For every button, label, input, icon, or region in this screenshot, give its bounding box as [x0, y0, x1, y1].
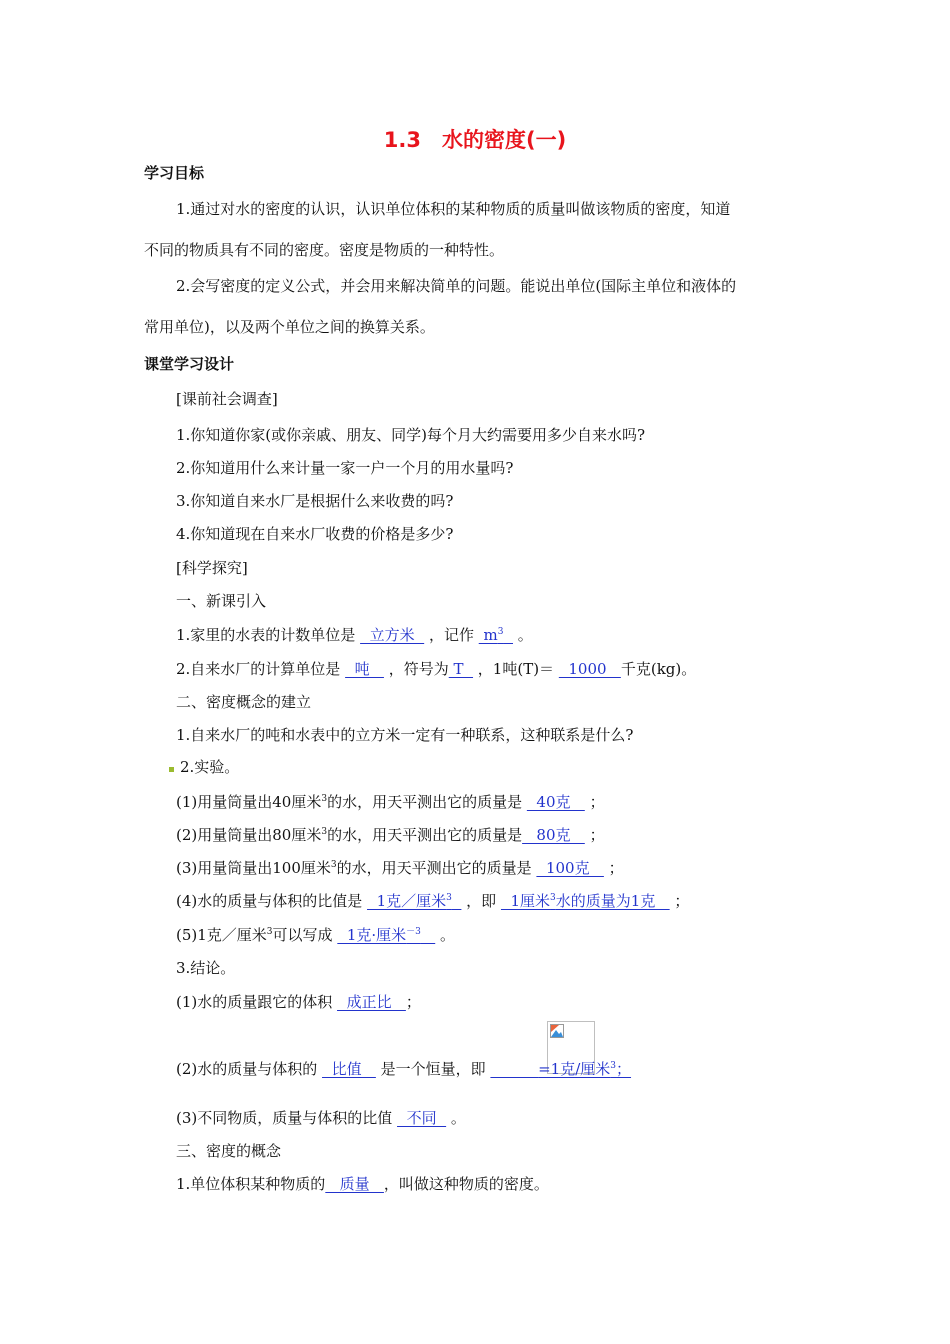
survey-question-4: 4.你知道现在自来水厂收费的价格是多少?: [176, 525, 454, 543]
conclusion-2: (2)水的质量与体积的 比值 是一个恒量，即 =1克/厘米$^3$；: [176, 1060, 632, 1078]
answer-unit-form: 1克·厘米$^{-3}$: [337, 926, 421, 944]
broken-image-icon: [550, 1024, 564, 1038]
relation-question: 1.自来水厂的吨和水表中的立方米一定有一种联系，这种联系是什么?: [176, 726, 634, 744]
experiment-1: (1)用量筒量出40厘米$^3$的水，用天平测出它的质量是 40克 ；: [176, 793, 605, 811]
answer-80g: 80克: [522, 826, 585, 844]
answer-proportional: 成正比: [337, 993, 406, 1011]
conclusion-3: (3)不同物质，质量与体积的比值 不同 。: [176, 1109, 466, 1127]
experiment-4: (4)水的质量与体积的比值是 1克／厘米$^3$ ，即 1厘米$^3$水的质量为1克 ；: [176, 892, 690, 910]
answer-1000: 1000: [558, 660, 621, 678]
paragraph-marker: [169, 767, 174, 772]
goal-2-line-2: 常用单位)，以及两个单位之间的换算关系。: [144, 318, 435, 336]
goal-1-line-2: 不同的物质具有不同的密度。密度是物质的一种特性。: [144, 241, 505, 259]
goals-heading: 学习目标: [144, 164, 205, 182]
experiment-5: (5)1克／厘米$^3$可以写成 1克·厘米$^{-3}$ 。: [176, 926, 455, 944]
part-1-heading: 一、新课引入: [176, 592, 267, 610]
survey-question-1: 1.你知道你家(或你亲戚、朋友、同学)每个月大约需要用多少自来水吗?: [176, 426, 646, 444]
survey-label: [课前社会调查]: [176, 390, 278, 408]
answer-cubic-meter: 立方米: [360, 626, 425, 644]
part-3-heading: 三、密度的概念: [176, 1142, 282, 1160]
experiment-2: (2)用量筒量出80厘米$^3$的水，用天平测出它的质量是 80克 ；: [176, 826, 605, 844]
answer-ratio-term: 比值: [322, 1060, 376, 1078]
survey-question-2: 2.你知道用什么来计量一家一户一个月的用水量吗?: [176, 459, 514, 477]
answer-mass: 质量: [325, 1175, 384, 1193]
design-heading: 课堂学习设计: [144, 355, 235, 373]
answer-symbol-t: T: [448, 660, 474, 678]
answer-ratio: 1克／厘米$^3$: [367, 892, 452, 910]
survey-question-3: 3.你知道自来水厂是根据什么来收费的吗?: [176, 492, 454, 510]
conclusion-label: 3.结论。: [176, 959, 236, 977]
page-title: 1.3 水的密度(一): [383, 128, 567, 152]
experiment-3: (3)用量筒量出100厘米$^3$的水，用天平测出它的质量是 100克 ；: [176, 859, 624, 877]
answer-m3: $m^3$: [478, 626, 504, 644]
part-2-heading: 二、密度概念的建立: [176, 693, 312, 711]
answer-different: 不同: [397, 1109, 447, 1127]
meter-unit-line: 1.家里的水表的计数单位是 立方米 ，记作 $m^3$ 。: [176, 626, 533, 644]
answer-40g: 40克: [526, 793, 585, 811]
explore-label: [科学探究]: [176, 559, 248, 577]
answer-meaning: 1厘米$^3$水的质量为1克: [500, 892, 670, 910]
answer-ton: 吨: [345, 660, 384, 678]
answer-100g: 100克: [536, 859, 604, 877]
answer-formula: =1克/厘米$^3$；: [538, 1060, 632, 1078]
goal-1-line-1: 1.通过对水的密度的认识，认识单位体积的某种物质的质量叫做该物质的密度，知道: [176, 200, 731, 218]
conclusion-1: (1)水的质量跟它的体积 成正比 ；: [176, 993, 421, 1011]
density-definition: 1.单位体积某种物质的 质量 ，叫做这种物质的密度。: [176, 1175, 549, 1193]
plant-unit-line: 2.自来水厂的计算单位是 吨 ，符号为 T ，1吨(T)＝ 1000 千克(kg)。: [176, 660, 697, 678]
experiment-label: 2.实验。: [180, 758, 240, 776]
goal-2-line-1: 2.会写密度的定义公式，并会用来解决简单的问题。能说出单位(国际主单位和液体的: [176, 277, 737, 295]
